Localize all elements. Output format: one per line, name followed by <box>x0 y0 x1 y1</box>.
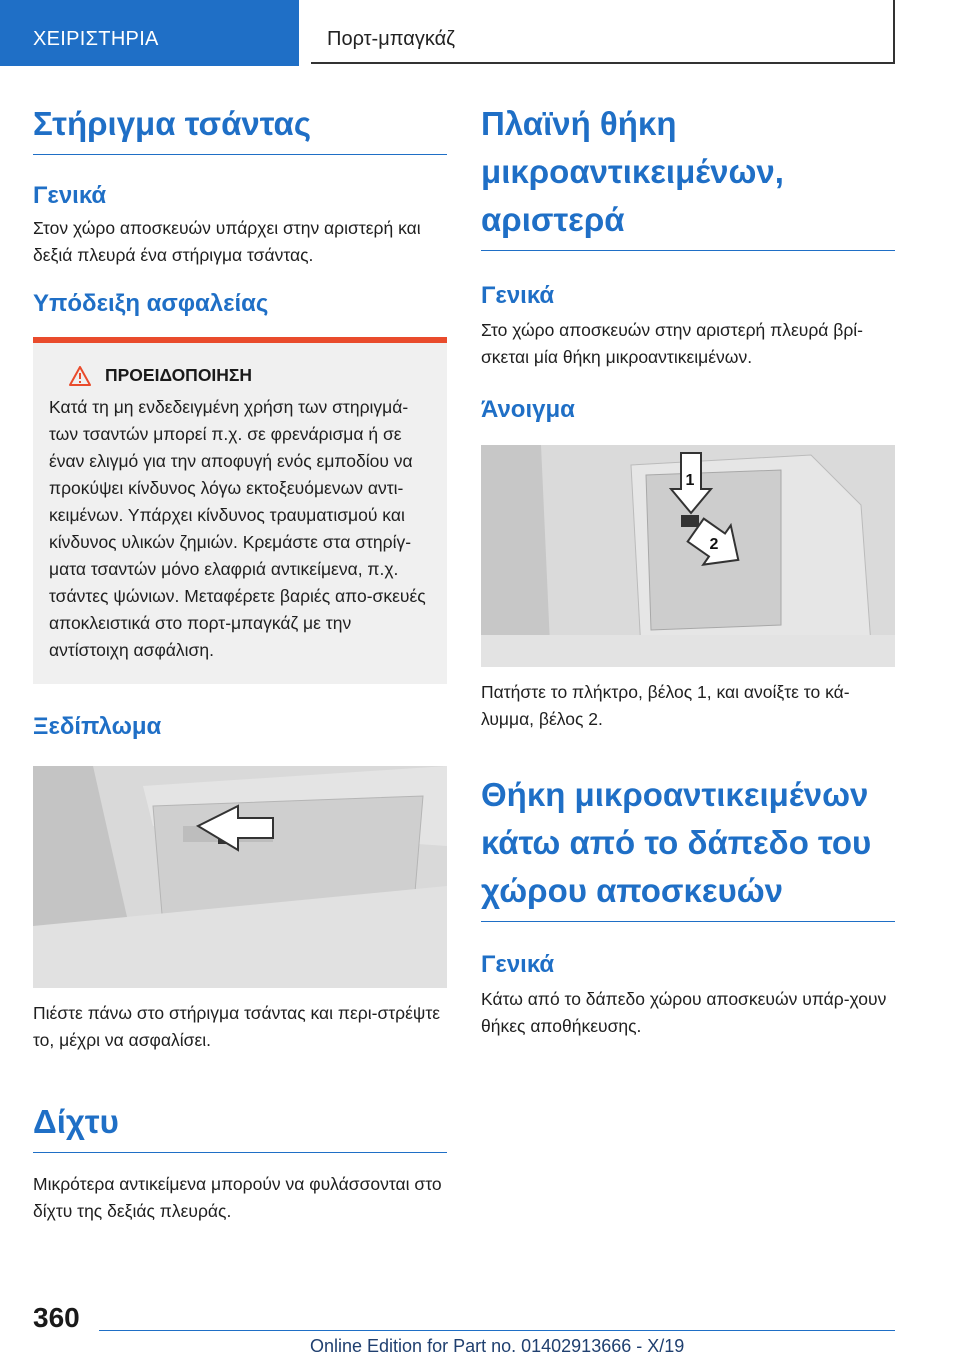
page-number: 360 <box>33 1302 80 1333</box>
right-column <box>481 100 895 1040</box>
unfold-heading: Ξεδίπλωμα <box>33 713 162 740</box>
warning-text: Κατά τη μη ενδεδειγμένη χρήση των στηριγμά-των τσαντών μπορεί π.χ. σε φρενάρισμα ή σε έναν ελιγμό για την αποφυγή ενός εμποδίου να προκύψει κίνδυνος λόγω εκτοξευόμενων αντι-κειμένων. Υπάρχει κίνδυνος τραυματισμού και κίνδυνος υλικών ζημιών. Κρεμάστε στα στηρίγ-ματα τσαντών μόνο ελαφριά αντικείμενα, π.χ. τσάντες ψώνιων. Μεταφέρετε βαριές απο-σκευές αποκλειστικά στο πορτ-μπαγκάζ με την αντίστοιχη ασφάλιση. <box>49 397 426 660</box>
arrow-2-label: 2 <box>709 536 719 553</box>
unfold-text: Πιέστε πάνω στο στήριγμα τσάντας και περι-στρέψτε το, μέχρι να ασφαλίσει. <box>33 1003 441 1050</box>
bag-hook-general-heading: Γενικά <box>33 182 107 209</box>
floor-general-heading: Γενικά <box>481 951 555 978</box>
net-text: Μικρότερα αντικείμενα μπορούν να φυλάσσονται στο δίχτυ της δεξιάς πλευράς. <box>33 1174 442 1221</box>
edition-note: Online Edition for Part no. 01402913666 - X/19 <box>310 1336 685 1356</box>
warning-box <box>33 337 447 684</box>
warning-header <box>49 365 433 386</box>
floor-general-text: Κάτω από το δάπεδο χώρου αποσκευών υπάρ-χουν θήκες αποθήκευσης. <box>481 989 887 1036</box>
bag-hook-title: Στήριγμα τσάντας <box>33 100 447 155</box>
floor-compartment-title: Θήκη μικροαντικειμένων κάτω από το δάπεδο του χώρου αποσκευών <box>481 771 895 922</box>
warning-triangle-icon <box>69 366 91 386</box>
opening-heading: Άνοιγμα <box>481 396 575 423</box>
section-tab: ΧΕΙΡΙΣΤΗΡΙΑ <box>0 0 299 66</box>
arrow-1-label: 1 <box>685 472 695 489</box>
left-column <box>33 100 447 1225</box>
opening-text: Πατήστε το πλήκτρο, βέλος 1, και ανοίξτε το κά-λυμμα, βέλος 2. <box>481 682 850 729</box>
footer-divider <box>99 1330 895 1331</box>
safety-heading: Υπόδειξη ασφαλείας <box>33 290 269 317</box>
side-general-heading: Γενικά <box>481 282 555 309</box>
side-general-text: Στο χώρο αποσκευών στην αριστερή πλευρά βρί-σκεται μία θήκη μικροαντικειμένων. <box>481 320 863 367</box>
chapter-title: Πορτ-μπαγκάζ <box>311 0 895 64</box>
side-compartment-title: Πλαϊνή θήκη μικροαντικειμένων, αριστερά <box>481 100 895 251</box>
warning-title: ΠΡΟΕΙΔΟΠΟΙΗΣΗ <box>105 365 253 385</box>
bag-hook-general-text: Στον χώρο αποσκευών υπάρχει στην αριστερή και δεξιά πλευρά ένα στήριγμα τσάντας. <box>33 218 421 265</box>
side-compartment-illustration <box>481 445 895 667</box>
bag-hook-illustration <box>33 766 447 988</box>
net-title: Δίχτυ <box>33 1098 447 1153</box>
